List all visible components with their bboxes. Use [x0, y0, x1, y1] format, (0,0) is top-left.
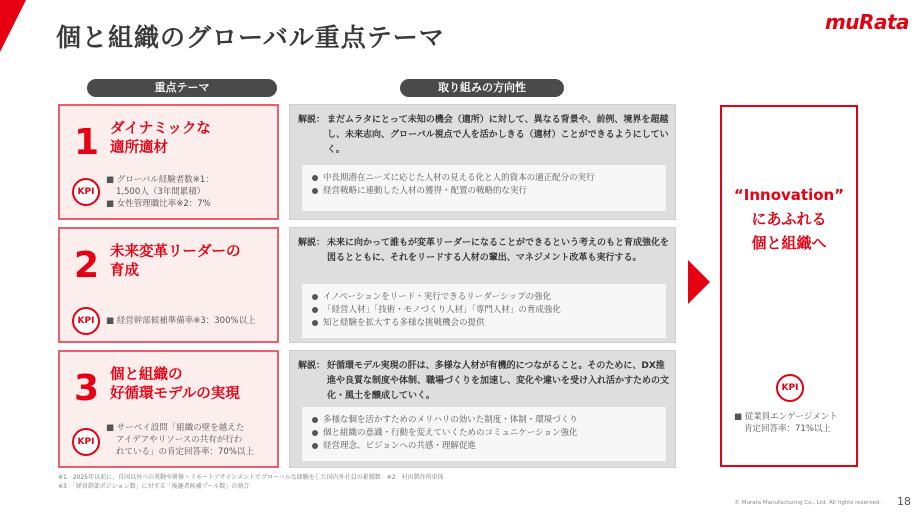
- list-item: [312, 427, 656, 440]
- list-item: [312, 185, 656, 198]
- item-text: 中長期潜在ニーズに応じた人材の見える化と人的資本の適正配分の実行: [323, 173, 595, 183]
- theme-card-2: [58, 227, 279, 343]
- header-directions: 取り組みの方向性: [400, 79, 564, 97]
- theme-title-line: ダイナミックな: [110, 121, 211, 137]
- theme-number: 3: [74, 368, 100, 409]
- bullet-icon: [312, 294, 318, 300]
- page-number: 18: [897, 495, 911, 508]
- kpi-line: ■ サーベイ設問「組織の壁を越えた: [106, 423, 245, 433]
- kpi-line: アイデアやリソースの共有が行わ: [116, 435, 243, 445]
- direction-items: [302, 407, 666, 461]
- header-focus-themes: 重点テーマ: [87, 79, 277, 97]
- bullet-icon: [312, 175, 318, 181]
- bullet-icon: [312, 430, 318, 436]
- bullet-icon: [312, 417, 318, 423]
- item-text: イノベーションをリード・実行できるリーダーシップの強化: [323, 292, 551, 302]
- theme-title-line: 育成: [110, 263, 139, 279]
- bullet-icon: [312, 188, 318, 194]
- theme-title-line: 個と組織の: [110, 367, 183, 383]
- explanation-label: 解説：: [298, 238, 326, 248]
- direction-card-1: [289, 104, 676, 220]
- bullet-icon: [312, 320, 318, 326]
- kpi-list: [106, 422, 254, 458]
- kpi-badge-icon: KPI: [72, 428, 100, 456]
- item-text: 経営理念、ビジョンへの共感・理解促進: [323, 441, 476, 451]
- kpi-line: ■ 女性管理職比率※2：7%: [106, 199, 211, 209]
- goal-line: にあふれる: [751, 210, 827, 228]
- bullet-icon: [312, 307, 318, 313]
- goal-box: [720, 105, 858, 467]
- corner-accent: [0, 0, 26, 52]
- bullet-icon: [312, 443, 318, 449]
- goal-statement: [722, 183, 856, 255]
- explanation-text: まだムラタにとって未知の機会（適所）に対して、異なる背景や、前例、境界を超越し、未来志向、グローバル視点で人を活かしきる（適材）ことができるようにしていく。: [327, 115, 669, 155]
- theme-title: [110, 366, 240, 404]
- page-title: 個と組織のグローバル重点テーマ: [56, 23, 445, 52]
- kpi-badge-icon: KPI: [72, 178, 100, 206]
- kpi-line: 肯定回答率：71%以上: [744, 424, 831, 434]
- list-item: [312, 304, 656, 317]
- list-item: [312, 291, 656, 304]
- direction-card-2: [289, 227, 676, 343]
- kpi-line: れている」の肯定回答率：70%以上: [116, 447, 254, 457]
- goal-line: 個と組織へ: [751, 234, 827, 252]
- theme-title-line: 好循環モデルの実現: [110, 386, 240, 402]
- kpi-badge-icon: KPI: [776, 374, 804, 402]
- footnote-line: ※3 「経営幹部ポジション数」に対する「後継者候補プール数」の割合: [58, 483, 250, 490]
- kpi-list: [106, 315, 256, 327]
- theme-number: 1: [74, 122, 100, 163]
- kpi-line: ■ 経営幹部候補準備率※3：300%以上: [106, 316, 256, 326]
- theme-title: [110, 243, 241, 281]
- explanation-text: 好循環モデル実現の肝は、多様な人材が有機的につながること。そのために、DX推進や良質な制度や体制、職場づくりを加速し、変化や違いを受け入れ活かすための文化・風土を醸成していく。: [327, 361, 670, 401]
- footnote-line: ※1 2025年以前に、自国以外への異動や研修・リモートアサインメントでグローバルな経験をした国内外社員の累積数 ※2 村田製作所単体: [58, 474, 444, 481]
- direction-explanation: [298, 113, 670, 158]
- direction-items: [302, 165, 666, 211]
- murata-logo: muRata: [824, 10, 909, 34]
- item-text: 経営戦略に連動した人材の獲得・配置の戦略的な実行: [323, 186, 528, 196]
- explanation-text: 未来に向かって誰もが変革リーダーになることができるという考えのもと育成強化を図るとともに、それをリードする人材の輩出、マネジメント改革も実行する。: [327, 238, 670, 263]
- list-item: [312, 414, 656, 427]
- item-text: 多様な個を活かすためのメリハリの効いた制度・体制・環境づくり: [323, 415, 578, 425]
- theme-title-line: 適所適材: [110, 140, 168, 156]
- kpi-badge-icon: KPI: [72, 307, 100, 335]
- direction-items: [302, 284, 666, 338]
- theme-card-1: [58, 104, 279, 220]
- direction-explanation: [298, 236, 670, 266]
- theme-title: [110, 120, 211, 158]
- theme-number: 2: [74, 245, 100, 286]
- theme-title-line: 未来変革リーダーの: [110, 244, 241, 260]
- explanation-label: 解説：: [298, 361, 326, 371]
- item-text: 「経営人材」「技術・モノづくり人材」「専門人材」の育成強化: [323, 305, 561, 315]
- kpi-list: [106, 174, 214, 210]
- kpi-line: ■ グローバル経験者数※1：: [106, 175, 214, 185]
- item-text: 知と経験を拡大する多様な挑戦機会の提供: [323, 318, 485, 328]
- kpi-line: 1,500人（3年間累積）: [116, 187, 206, 197]
- list-item: [312, 317, 656, 330]
- list-item: [312, 440, 656, 453]
- copyright: © Murata Manufacturing Co., Ltd. All rights reserved.: [734, 500, 881, 506]
- goal-line: “Innovation”: [733, 186, 845, 204]
- footnotes: [58, 473, 444, 491]
- direction-card-3: [289, 350, 676, 468]
- goal-kpi-text: [734, 411, 838, 435]
- kpi-line: ■ 従業員エンゲージメント: [734, 412, 838, 422]
- theme-card-3: [58, 350, 279, 468]
- list-item: [312, 172, 656, 185]
- explanation-label: 解説：: [298, 115, 326, 125]
- direction-explanation: [298, 359, 670, 404]
- item-text: 個と組織の意識・行動を変えていくためのコミュニケーション強化: [323, 428, 578, 438]
- arrow-right-icon: [688, 260, 710, 304]
